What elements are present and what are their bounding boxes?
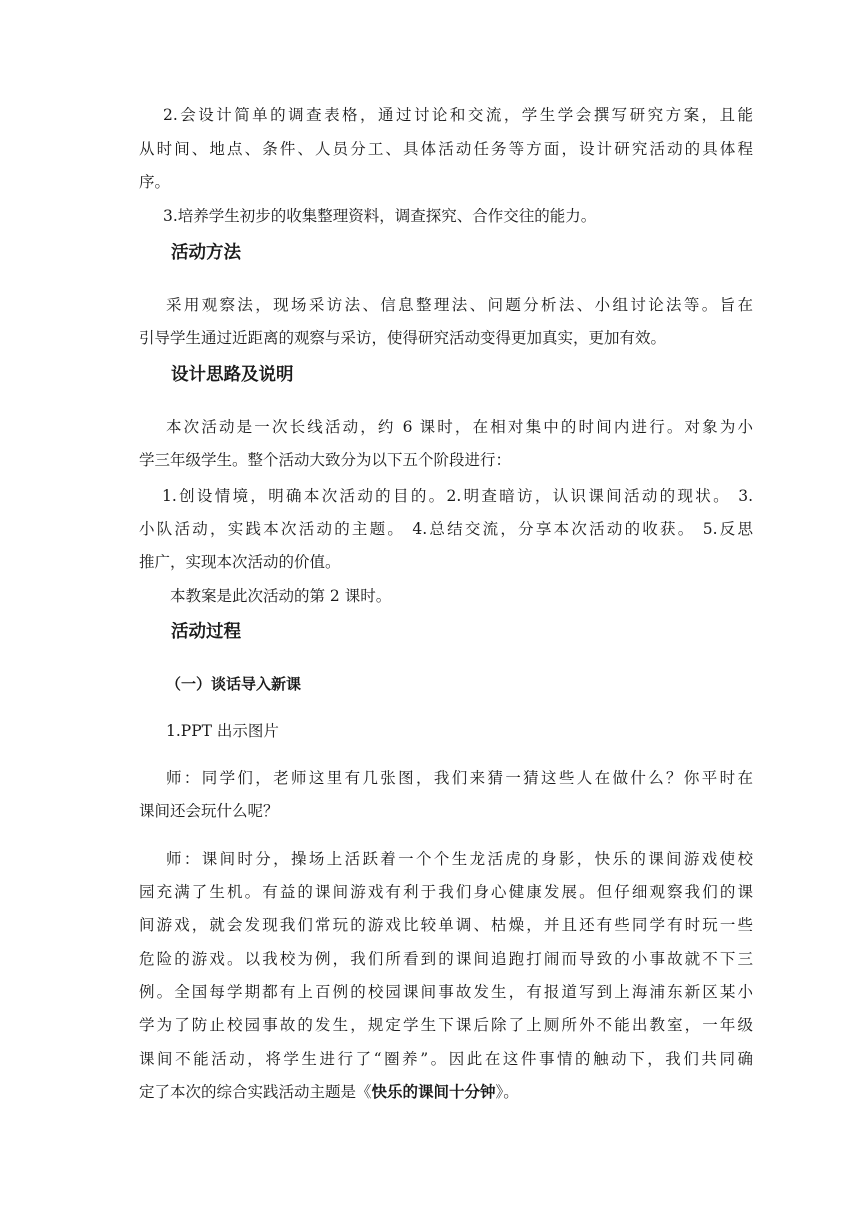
step-1: 1.PPT 出示图片 (166, 722, 279, 740)
teacher-1-line-1: 师：同学们，老师这里有几张图，我们来猜一猜这些人在做什么？你平时在 (166, 769, 753, 787)
design-note: 本教案是此次活动的第 2 课时。 (170, 587, 392, 605)
teacher-2-line-3: 间游戏，就会发现我们常玩的游戏比较单调、枯燥，并且还有些同学有时玩一些 (139, 916, 753, 934)
theme-prefix: 定了本次的综合实践活动主题是《 (139, 1083, 372, 1101)
teacher-2-line-7: 课间不能活动，将学生进行了“圈养”。因此在这件事情的触动下，我们共同确 (139, 1050, 753, 1068)
design-stages-line-3: 推广，实现本次活动的价值。 (139, 553, 341, 571)
theme-suffix: 》。 (495, 1083, 519, 1101)
objective-2-line-1: 2.会设计简单的调查表格，通过讨论和交流，学生学会撰写研究方案，且能 (163, 106, 753, 124)
objective-2-line-3: 序。 (139, 173, 171, 191)
design-para-1-line-1: 本次活动是一次长线活动，约 6 课时，在相对集中的时间内进行。对象为小 (166, 418, 753, 436)
activity-theme: 快乐的课间十分钟 (371, 1083, 496, 1101)
objective-3: 3.培养学生初步的收集整理资料，调查探究、合作交往的能力。 (163, 207, 597, 225)
teacher-2-line-6: 学为了防止校园事故的发生，规定学生下课后除了上厕所外不能出教室，一年级 (139, 1016, 753, 1034)
methods-line-1: 采用观察法，现场采访法、信息整理法、问题分析法、小组讨论法等。旨在 (166, 296, 753, 314)
process-heading: 活动过程 (171, 622, 241, 642)
teacher-1-line-2: 课间还会玩什么呢？ (139, 802, 279, 820)
design-heading: 设计思路及说明 (171, 365, 294, 385)
teacher-2-line-4: 危险的游戏。以我校为例，我们所看到的课间追跑打闹而导致的小事故就不下三 (139, 950, 753, 968)
teacher-2-line-5: 例。全国每学期都有上百例的校园课间事故发生，有报道写到上海浦东新区某小 (139, 983, 753, 1001)
objective-2-line-2: 从时间、地点、条件、人员分工、具体活动任务等方面，设计研究活动的具体程 (139, 140, 753, 158)
methods-line-2: 引导学生通过近距离的观察与采访，使得研究活动变得更加真实，更加有效。 (139, 329, 667, 347)
design-stages-line-1: 1.创设情境，明确本次活动的目的。2.明查暗访，认识课间活动的现状。 3. (162, 487, 753, 505)
design-para-1-line-2: 学三年级学生。整个活动大致分为以下五个阶段进行： (139, 451, 512, 469)
methods-heading: 活动方法 (171, 243, 241, 263)
teacher-2-line-1: 师：课间时分，操场上活跃着一个个生龙活虎的身影，快乐的课间游戏使校 (166, 850, 753, 868)
teacher-2-line-2: 园充满了生机。有益的课间游戏有利于我们身心健康发展。但仔细观察我们的课 (139, 883, 753, 901)
section-1-heading: （一）谈话导入新课 (166, 675, 302, 693)
design-stages-line-2: 小队活动，实践本次活动的主题。 4.总结交流，分享本次活动的收获。 5.反思 (139, 520, 753, 538)
teacher-2-line-8 (139, 1081, 639, 1103)
